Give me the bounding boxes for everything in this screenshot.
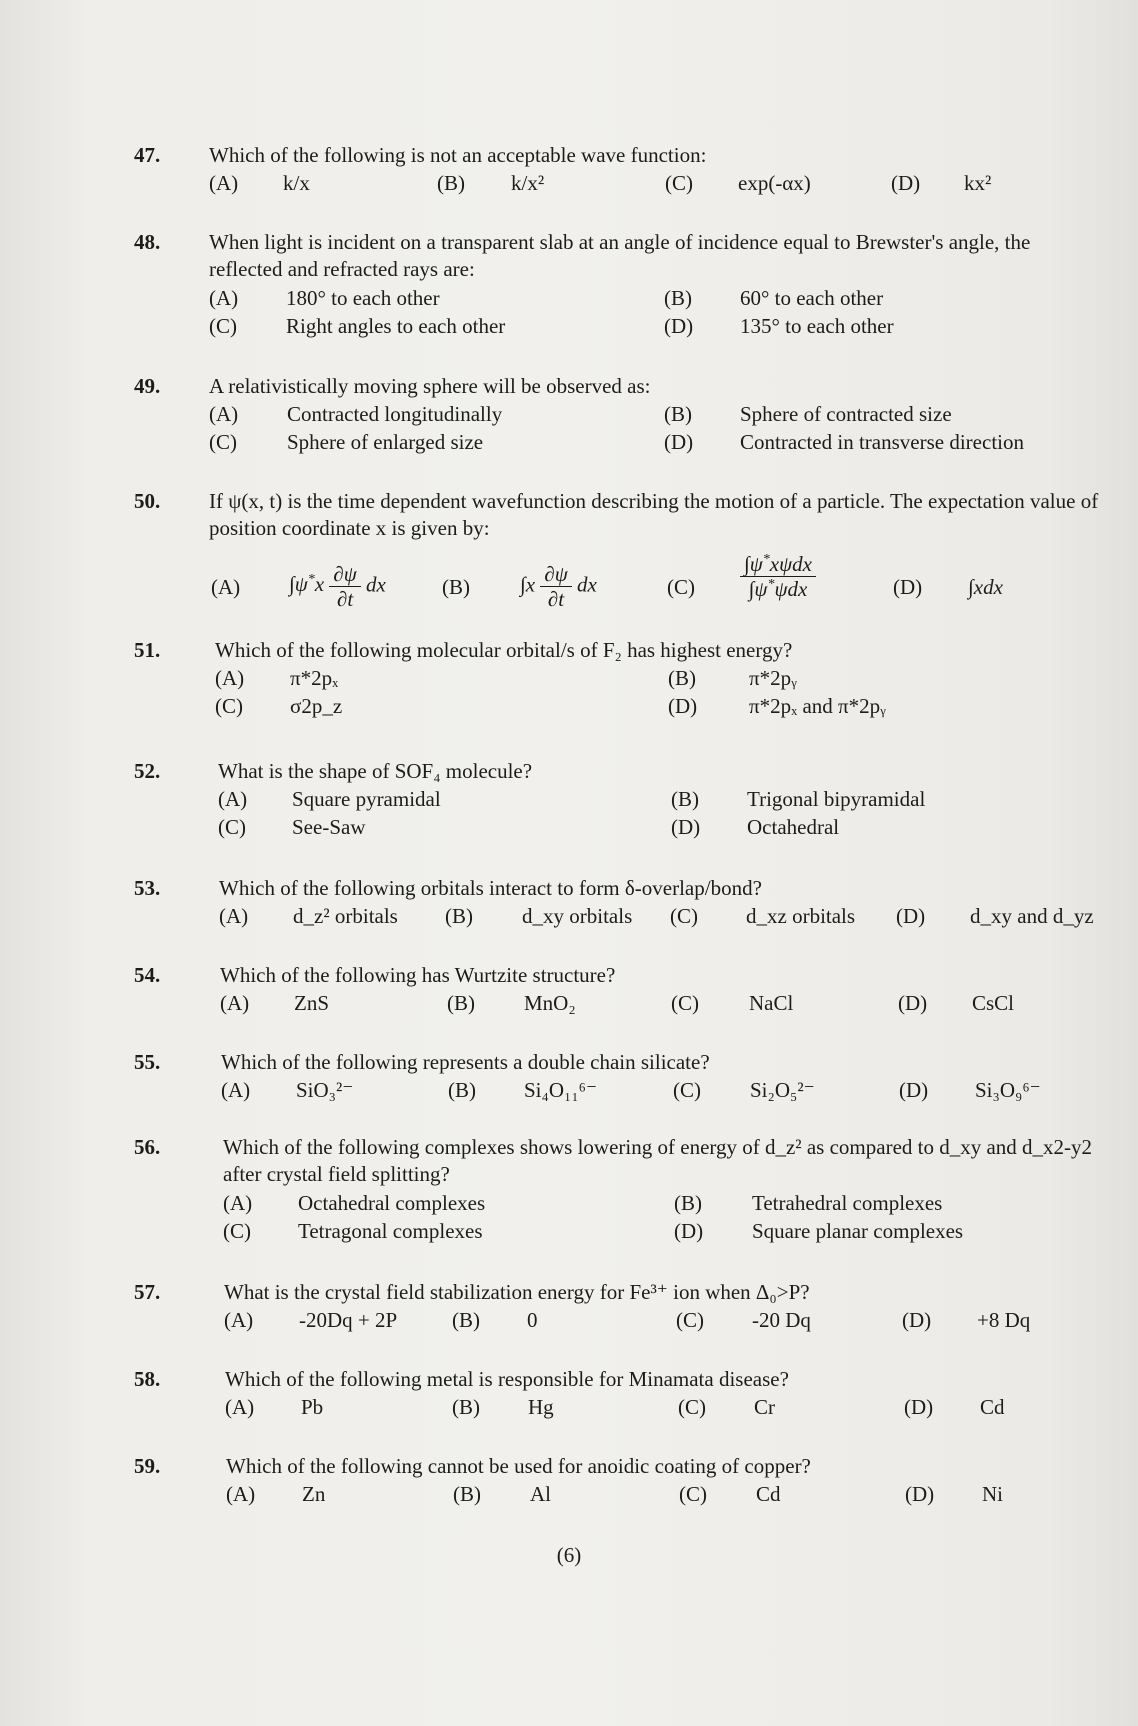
option-text: Cd	[980, 1395, 1005, 1419]
option-label: (D)	[905, 1482, 935, 1506]
option-text: Square planar complexes	[752, 1219, 964, 1243]
option-text: Square pyramidal	[292, 787, 441, 811]
question-text: What is the crystal field stabilization energy for Fe³⁺ ion when Δ₀>P?	[224, 1280, 810, 1304]
question-text: Which of the following represents a double chain silicate?	[221, 1050, 710, 1074]
option-text: Pb	[301, 1395, 324, 1419]
option-formula-b: ∫x $\frac{\partial\psi}{\partial t}$ dx	[520, 562, 597, 611]
option-text: Tetrahedral complexes	[752, 1191, 943, 1215]
option-label: (D)	[902, 1308, 932, 1332]
question-number: 55.	[134, 1050, 161, 1074]
option-text: Octahedral complexes	[298, 1191, 486, 1215]
option-text: Tetragonal complexes	[298, 1219, 483, 1243]
option-text: See-Saw	[292, 815, 366, 839]
option-label: (D)	[674, 1219, 704, 1243]
option-label: (A)	[215, 666, 245, 690]
option-label: (C)	[665, 171, 693, 195]
option-formula-d: ∫xdx	[968, 575, 1003, 599]
option-label: (D)	[891, 171, 921, 195]
question-text: Which of the following complexes shows lowering of energy of d_z² as compared to d_xy and d_x2-y2 after crystal field splitting?	[223, 1135, 1093, 1186]
option-label: (D)	[904, 1395, 934, 1419]
option-text: π*2pₓ	[290, 666, 339, 690]
option-label: (D)	[671, 815, 701, 839]
question-text: When light is incident on a transparent slab at an angle of incidence equal to Brewster's angle, the reflected and refracted rays are:	[209, 230, 1031, 281]
option-text: NaCl	[749, 991, 794, 1015]
option-text: 0	[527, 1308, 538, 1332]
option-label: (A)	[209, 171, 239, 195]
option-text: exp(-αx)	[738, 171, 811, 195]
option-label: (D)	[899, 1078, 929, 1102]
option-text: MnO₂	[524, 991, 576, 1015]
question-number: 59.	[134, 1454, 161, 1478]
option-text: Sphere of enlarged size	[287, 430, 484, 454]
option-text: d_z² orbitals	[293, 904, 398, 928]
option-text: 180° to each other	[286, 286, 440, 310]
option-label: (C)	[673, 1078, 701, 1102]
question-text: If ψ(x, t) is the time dependent wavefunction describing the motion of a particle. The expectation value of position coordinate x is given by:	[209, 489, 1099, 540]
option-text: Si₃O₉⁶⁻	[975, 1078, 1041, 1102]
option-label: (A)	[225, 1395, 255, 1419]
option-text: Contracted longitudinally	[287, 402, 503, 426]
option-label: (A)	[209, 286, 239, 310]
question-number: 57.	[134, 1280, 161, 1304]
option-label: (B)	[664, 286, 692, 310]
option-text: Ni	[982, 1482, 1003, 1506]
option-label: (A)	[220, 991, 250, 1015]
option-text: 60° to each other	[740, 286, 884, 310]
option-label: (C)	[215, 694, 243, 718]
option-formula-c: $\frac{\int\psi^*x\psi dx}{\int\psi^*\psi dx}$	[740, 552, 816, 601]
option-label: (A)	[219, 904, 249, 928]
option-text: CsCl	[972, 991, 1015, 1015]
question-number: 54.	[134, 963, 161, 987]
option-label: (B)	[452, 1395, 480, 1419]
option-text: d_xz orbitals	[746, 904, 856, 928]
option-label: (B)	[437, 171, 465, 195]
question-number: 47.	[134, 143, 161, 167]
question-number: 52.	[134, 759, 161, 783]
option-label: (B)	[671, 787, 699, 811]
option-label: (B)	[442, 575, 470, 599]
option-label: (B)	[668, 666, 696, 690]
option-label: (B)	[447, 991, 475, 1015]
question-text: Which of the following cannot be used for anoidic coating of copper?	[226, 1454, 811, 1478]
question-number: 49.	[134, 374, 161, 398]
option-text: d_xy orbitals	[522, 904, 633, 928]
option-text: kx²	[964, 171, 992, 195]
option-text: Cd	[756, 1482, 781, 1506]
option-label: (B)	[664, 402, 692, 426]
option-text: Right angles to each other	[286, 314, 506, 338]
option-text: k/x²	[511, 171, 545, 195]
option-text: Octahedral	[747, 815, 840, 839]
option-label: (C)	[678, 1395, 706, 1419]
option-label: (D)	[893, 575, 923, 599]
option-label: (C)	[667, 575, 695, 599]
option-label: (A)	[209, 402, 239, 426]
option-label: (C)	[209, 314, 237, 338]
option-text: Contracted in transverse direction	[740, 430, 1024, 454]
option-text: ZnS	[294, 991, 330, 1015]
option-label: (B)	[448, 1078, 476, 1102]
option-text: Si₂O₅²⁻	[750, 1078, 815, 1102]
option-label: (D)	[664, 430, 694, 454]
option-text: SiO₃²⁻	[296, 1078, 354, 1102]
option-label: (D)	[664, 314, 694, 338]
option-label: (A)	[221, 1078, 251, 1102]
option-label: (D)	[898, 991, 928, 1015]
option-label: (B)	[445, 904, 473, 928]
option-label: (A)	[226, 1482, 256, 1506]
option-label: (C)	[209, 430, 237, 454]
option-text: π*2pₓ and π*2pᵧ	[749, 694, 886, 718]
question-number: 58.	[134, 1367, 161, 1391]
option-text: -20 Dq	[752, 1308, 811, 1332]
option-text: Sphere of contracted size	[740, 402, 952, 426]
option-text: Trigonal bipyramidal	[747, 787, 926, 811]
option-label: (A)	[224, 1308, 254, 1332]
option-label: (C)	[218, 815, 246, 839]
question-text: Which of the following metal is responsible for Minamata disease?	[225, 1367, 789, 1391]
option-text: d_xy and d_yz	[970, 904, 1094, 928]
option-label: (B)	[452, 1308, 480, 1332]
question-text: What is the shape of SOF₄ molecule?	[218, 759, 533, 783]
option-label: (B)	[674, 1191, 702, 1215]
option-text: k/x	[283, 171, 310, 195]
option-label: (A)	[223, 1191, 253, 1215]
question-text: Which of the following orbitals interact to form δ-overlap/bond?	[219, 876, 762, 900]
option-text: Al	[530, 1482, 551, 1506]
option-label: (D)	[896, 904, 926, 928]
question-number: 48.	[134, 230, 161, 254]
option-label: (A)	[218, 787, 248, 811]
question-number: 51.	[134, 638, 161, 662]
question-number: 53.	[134, 876, 161, 900]
option-text: Si₄O₁₁⁶⁻	[524, 1078, 598, 1102]
option-label: (C)	[670, 904, 698, 928]
option-label: (C)	[671, 991, 699, 1015]
question-number: 56.	[134, 1135, 161, 1159]
option-text: Cr	[754, 1395, 775, 1419]
question-text: Which of the following is not an acceptable wave function:	[209, 143, 707, 167]
option-text: -20Dq + 2P	[299, 1308, 398, 1332]
option-text: +8 Dq	[977, 1308, 1031, 1332]
option-label: (C)	[676, 1308, 704, 1332]
option-label: (A)	[211, 575, 241, 599]
option-formula-a: ∫ψ*x $\frac{\partial\psi}{\partial t}$ dx	[289, 562, 386, 611]
option-text: 135° to each other	[740, 314, 894, 338]
option-label: (C)	[679, 1482, 707, 1506]
page-number: (6)	[556, 1543, 582, 1567]
option-text: Zn	[302, 1482, 326, 1506]
question-text: A relativistically moving sphere will be observed as:	[209, 374, 651, 398]
question-number: 50.	[134, 489, 161, 513]
option-text: σ2p_z	[290, 694, 343, 718]
option-label: (C)	[223, 1219, 251, 1243]
question-text: Which of the following has Wurtzite structure?	[220, 963, 616, 987]
option-label: (B)	[453, 1482, 481, 1506]
option-label: (D)	[668, 694, 698, 718]
question-text: Which of the following molecular orbital/s of F₂ has highest energy?	[215, 638, 793, 662]
option-text: Hg	[528, 1395, 554, 1419]
option-text: π*2pᵧ	[749, 666, 797, 690]
